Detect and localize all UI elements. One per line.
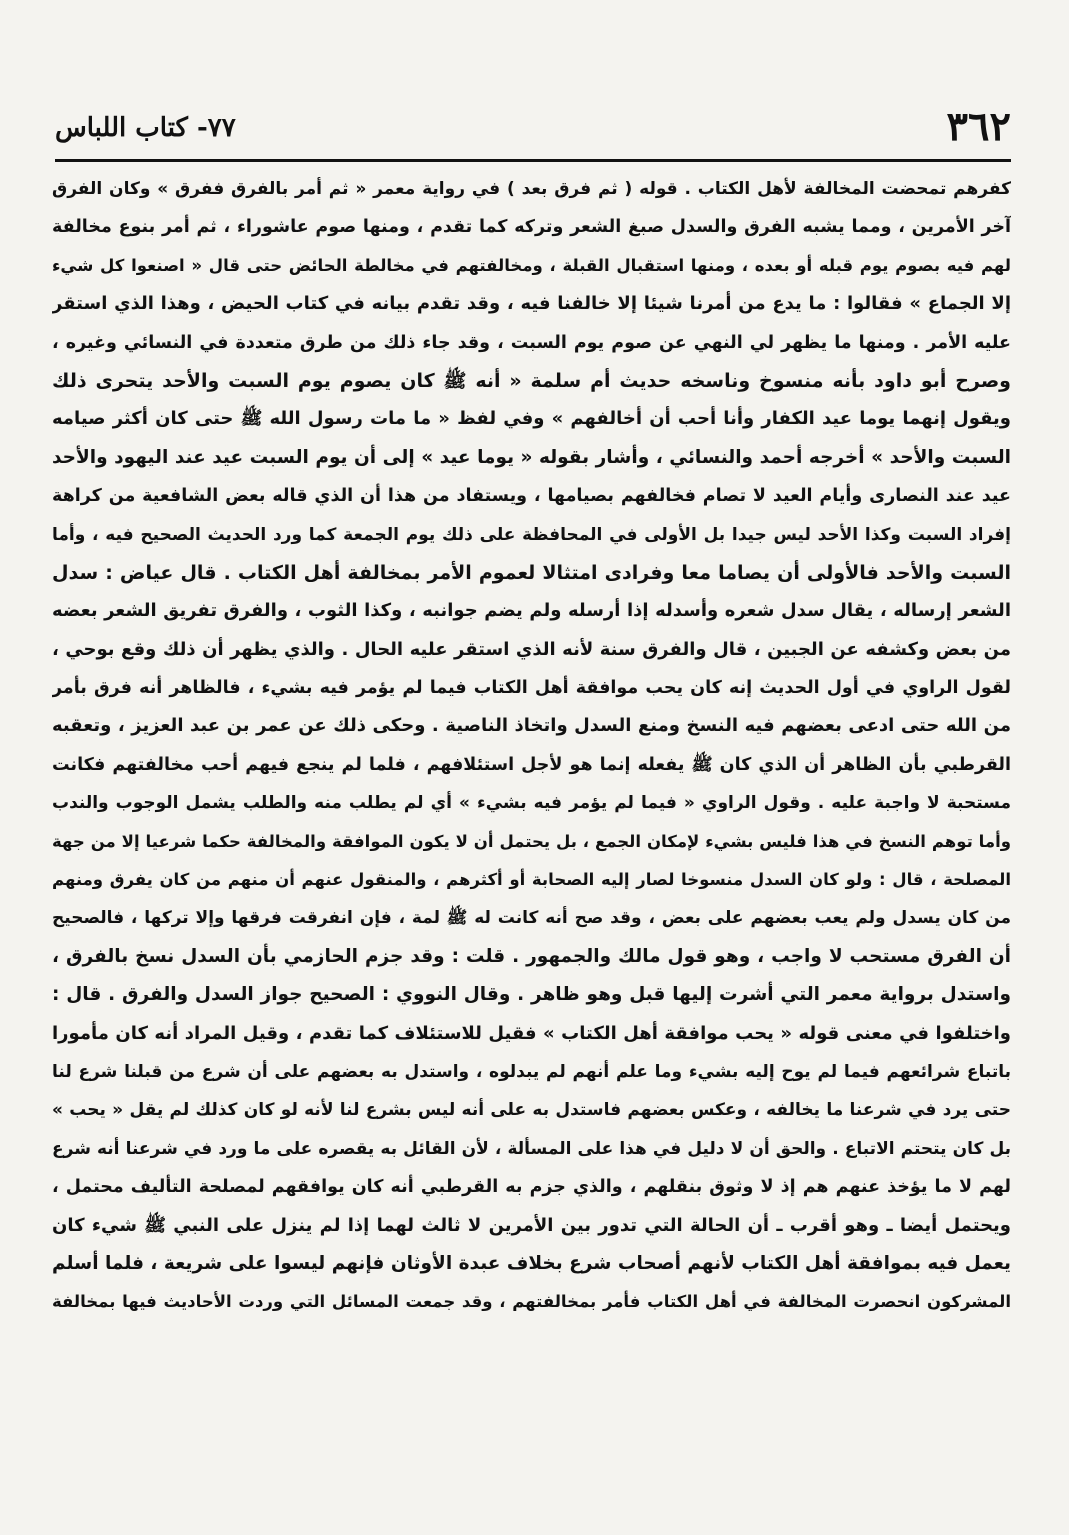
text-line: آخر الأمرين ، ومما يشبه الفرق والسدل صبغ الشعر وتركه كما تقدم ، ومنها صوم عاشوراء ، ثم أمر بنوع مخالفة bbox=[52, 217, 1011, 238]
text-line: بل كان يتحتم الاتباع . والحق أن لا دليل في هذا على المسألة ، لأن القائل به يقصره على ما ورد في شرعنا أنه شرع bbox=[52, 1138, 1011, 1159]
text-line: المصلحة ، قال : ولو كان السدل منسوخا لصار إليه الصحابة أو أكثرهم ، والمنقول عنهم أن منهم من كان يفرق ومنهم bbox=[52, 870, 1011, 890]
text-line: كفرهم تمحضت المخالفة لأهل الكتاب . قوله ( ثم فرق بعد ) في رواية معمر « ثم أمر بالفرق ففرق » وكان الفرق bbox=[52, 179, 1011, 199]
text-line: وصرح أبو داود بأنه منسوخ وناسخه حديث أم سلمة « أنه ﷺ كان يصوم يوم السبت والأحد يتحرى ذلك bbox=[52, 369, 1011, 392]
text-line: حتى يرد في شرعنا ما يخالفه ، وعكس بعضهم فاستدل به على أنه ليس بشرع لنا لأنه لو كان كذلك لم يقل « يحب » bbox=[52, 1100, 1011, 1121]
text-line: ويحتمل أيضا ـ وهو أقرب ـ أن الحالة التي تدور بين الأمرين لا ثالث لهما إذا لم ينزل على النبي ﷺ شيء كان bbox=[52, 1214, 1011, 1236]
header-rule bbox=[55, 159, 1011, 162]
text-line: السبت والأحد فالأولى أن يصاما معا وفرادى امتثالا لعموم الأمر بمخالفة أهل الكتاب . قال عياض : سدل bbox=[52, 561, 1011, 584]
text-line: إلا الجماع » فقالوا : ما يدع من أمرنا شيئا إلا خالفنا فيه ، وقد تقدم بيانه في كتاب الحيض ، وهذا الذي استقر bbox=[52, 293, 1011, 315]
text-line: السبت والأحد » أخرجه أحمد والنسائي ، وأشار بقوله « يوما عيد » إلى أن يوم السبت عيد عند اليهود والأحد bbox=[52, 446, 1011, 468]
text-line: إفراد السبت وكذا الأحد ليس جيدا بل الأولى في المحافظة على ذلك يوم الجمعة كما ورد الحديث الصحيح فيه ، وأما bbox=[52, 524, 1011, 545]
text-line: أن الفرق مستحب لا واجب ، وهو قول مالك والجمهور . قلت : وقد جزم الحازمي بأن السدل نسخ بالفرق ، bbox=[52, 945, 1011, 967]
text-line: من بعض وكشفه عن الجبين ، قال والفرق سنة لأنه الذي استقر عليه الحال . والذي يظهر أن ذلك وقع بوحي ، bbox=[52, 638, 1011, 660]
text-line: الشعر إرساله ، يقال سدل شعره وأسدله إذا أرسله ولم يضم جوانبه ، وكذا الثوب ، والفرق تفريق الشعر بعضه bbox=[52, 600, 1011, 622]
page-header bbox=[55, 102, 1011, 152]
text-line: عليه الأمر . ومنها ما يظهر لي النهي عن صوم يوم السبت ، وقد جاء ذلك من طرق متعددة في النسائي وغيره ، bbox=[52, 332, 1011, 353]
text-line: لهم فيه بصوم يوم قبله أو بعده ، ومنها استقبال القبلة ، ومخالفتهم في مخالطة الحائض حتى قال « اصنعوا كل شيء bbox=[52, 255, 1011, 275]
text-line: مستحبة لا واجبة عليه . وقول الراوي « فيما لم يؤمر فيه بشيء » أي لم يطلب منه والطلب يشمل الوجوب والندب bbox=[52, 793, 1011, 814]
text-line: باتباع شرائعهم فيما لم يوح إليه بشيء وما علم أنهم لم يبدلوه ، واستدل به بعضهم على أن شرع من قبلنا شرع لنا bbox=[52, 1061, 1011, 1082]
text-line: وأما توهم النسخ في هذا فليس بشيء لإمكان الجمع ، بل يحتمل أن لا يكون الموافقة والمخالفة حكما شرعيا إلا من جهة bbox=[52, 831, 1011, 851]
text-line: من الله حتى ادعى بعضهم فيه النسخ ومنع السدل واتخاذ الناصية . وحكى ذلك عن عمر بن عبد العزيز ، وتعقبه bbox=[52, 715, 1011, 737]
text-line: لهم لا ما يؤخذ عنهم هم إذ لا وثوق بنقلهم ، والذي جزم به القرطبي أنه كان يوافقهم لمصلحة التأليف محتمل ، bbox=[52, 1177, 1011, 1198]
text-line: يعمل فيه بموافقة أهل الكتاب لأنهم أصحاب شرع بخلاف عبدة الأوثان فإنهم ليسوا على شريعة ، فلما أسلم bbox=[52, 1252, 1011, 1274]
text-line: واستدل برواية معمر التي أشرت إليها قبل وهو ظاهر . وقال النووي : الصحيح جواز السدل والفرق . قال : bbox=[52, 984, 1011, 1006]
text-line: من كان يسدل ولم يعب بعضهم على بعض ، وقد صح أنه كانت له ﷺ لمة ، فإن انفرقت فرقها وإلا تركها ، فالصحيح bbox=[52, 908, 1011, 929]
text-line: عيد عند النصارى وأيام العيد لا تصام فخالفهم بصيامها ، ويستفاد من هذا أن الذي قاله بعض الشافعية من كراهة bbox=[52, 486, 1011, 507]
text-line: القرطبي بأن الظاهر أن الذي كان ﷺ يفعله إنما هو لأجل استئلافهم ، فلما لم ينجع فيهم أحب مخالفتهم فكانت bbox=[52, 754, 1011, 775]
page-number: ٣٦٢ bbox=[946, 103, 1011, 150]
text-line: لقول الراوي في أول الحديث إنه كان يحب موافقة أهل الكتاب فيما لم يؤمر فيه بشيء ، فالظاهر أنه فرق بأمر bbox=[52, 678, 1011, 699]
chapter-title: ٧٧- كتاب اللباس bbox=[55, 113, 236, 143]
text-line: واختلفوا في معنى قوله « يحب موافقة أهل الكتاب » فقيل للاستئلاف كما تقدم ، وقيل المراد أنه كان مأمورا bbox=[52, 1022, 1011, 1044]
text-line: ويقول إنهما يوما عيد الكفار وأنا أحب أن أخالفهم » وفي لفظ « ما مات رسول الله ﷺ حتى كان أكثر صيامه bbox=[52, 408, 1011, 430]
text-line: المشركون انحصرت المخالفة في أهل الكتاب فأمر بمخالفتهم ، وقد جمعت المسائل التي وردت الأحاديث فيها بمخالفة bbox=[52, 1292, 1011, 1312]
body-text bbox=[52, 170, 1011, 1322]
